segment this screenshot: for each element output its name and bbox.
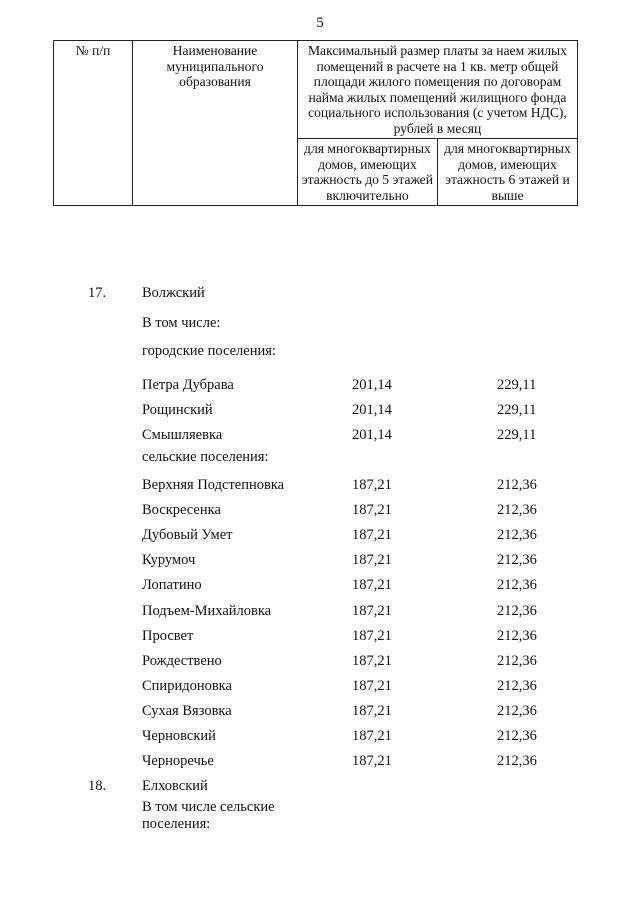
row-value-up-to-5: 187,21 <box>352 652 392 669</box>
row-name: Черноречье <box>142 753 214 770</box>
section-17-number: 17. <box>88 285 107 301</box>
header-col-number: № п/п <box>54 41 133 206</box>
row-value-6-plus: 212,36 <box>497 477 537 493</box>
row-value-6-plus: 212,36 <box>497 652 537 669</box>
row-value-6-plus: 212,36 <box>497 728 537 744</box>
header-col-name: Наименование муниципального образования <box>133 41 298 206</box>
row-name: Просвет <box>142 627 194 644</box>
row-value-up-to-5: 201,14 <box>352 377 392 393</box>
row-value-6-plus: 212,36 <box>497 677 537 694</box>
section-17-rural-heading: сельские поселения: <box>142 449 269 465</box>
section-18-including: В том числе сельские поселения: <box>142 799 275 832</box>
section-17-name: Волжский <box>142 285 205 301</box>
header-col-max-fee: Максимальный размер платы за наем жилых помещений в расчете на 1 кв. метр общей площади жилого помещения по договорам найма жилых помещений жилищного фонда социального использования (с учетом НДС), рублей в месяц <box>297 41 577 139</box>
row-value-6-plus: 212,36 <box>497 702 537 719</box>
row-value-up-to-5: 187,21 <box>352 627 392 644</box>
row-value-up-to-5: 187,21 <box>352 577 392 594</box>
row-value-6-plus: 212,36 <box>497 527 537 544</box>
row-value-6-plus: 212,36 <box>497 753 537 770</box>
row-name: Рождествено <box>142 652 222 669</box>
row-value-up-to-5: 187,21 <box>352 477 392 493</box>
row-name: Рощинский <box>142 402 213 418</box>
row-value-up-to-5: 187,21 <box>352 502 392 519</box>
row-name: Петра Дубрава <box>142 377 234 393</box>
row-value-up-to-5: 201,14 <box>352 402 392 418</box>
row-value-6-plus: 229,11 <box>497 377 537 393</box>
row-value-6-plus: 212,36 <box>497 577 537 594</box>
row-name: Воскресенка <box>142 502 221 519</box>
row-value-6-plus: 229,11 <box>497 402 537 418</box>
row-name: Верхняя Подстепновка <box>142 477 285 493</box>
section-18-name: Елховский <box>142 778 208 794</box>
row-name: Черновский <box>142 728 216 744</box>
section-18-number: 18. <box>88 778 107 794</box>
row-value-up-to-5: 187,21 <box>352 728 392 744</box>
row-name: Подъем-Михайловка <box>142 602 272 619</box>
page-number: 5 <box>316 15 324 31</box>
row-name: Спиридоновка <box>142 677 232 694</box>
row-value-up-to-5: 187,21 <box>352 702 392 719</box>
section-17-urban-heading: городские поселения: <box>142 343 276 359</box>
row-value-up-to-5: 187,21 <box>352 527 392 544</box>
row-value-6-plus: 212,36 <box>497 552 537 569</box>
section-17-including: В том числе: <box>142 315 221 331</box>
row-value-up-to-5: 187,21 <box>352 552 392 569</box>
row-value-up-to-5: 201,14 <box>352 427 392 443</box>
header-sub-6-plus: для многоквартирных домов, имеющих этажность 6 этажей и выше <box>437 139 577 206</box>
table-header <box>53 40 578 206</box>
row-value-6-plus: 229,11 <box>497 427 537 443</box>
row-value-up-to-5: 187,21 <box>352 677 392 694</box>
row-name: Лопатино <box>142 577 202 594</box>
row-value-6-plus: 212,36 <box>497 627 537 644</box>
row-name: Смышляевка <box>142 427 223 443</box>
row-value-6-plus: 212,36 <box>497 502 537 519</box>
row-value-6-plus: 212,36 <box>497 602 537 619</box>
header-sub-up-to-5: для многоквартирных домов, имеющих этажность до 5 этажей включительно <box>297 139 437 206</box>
row-name: Дубовый Умет <box>142 527 233 544</box>
row-name: Курумоч <box>142 552 196 569</box>
row-value-up-to-5: 187,21 <box>352 602 392 619</box>
row-value-up-to-5: 187,21 <box>352 753 392 770</box>
row-name: Сухая Вязовка <box>142 702 232 719</box>
